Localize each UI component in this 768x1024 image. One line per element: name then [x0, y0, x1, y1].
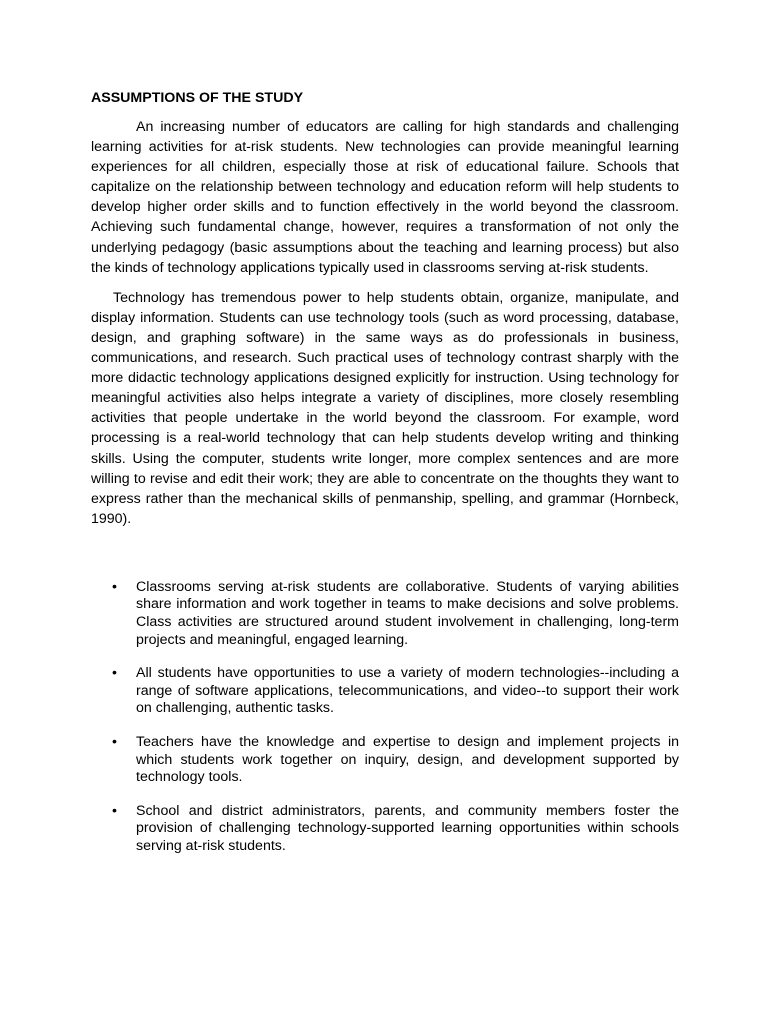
bullet-icon: •: [112, 802, 117, 819]
assumptions-list: [91, 579, 679, 856]
list-item-text: All students have opportunities to use a variety of modern technologies--including a range of software applications, telecommunications, and video--to support their work on challenging, authentic tasks.: [136, 665, 679, 717]
list-item: [91, 734, 679, 787]
section-heading: ASSUMPTIONS OF THE STUDY: [91, 90, 304, 106]
list-item-text: Classrooms serving at-risk students are collaborative. Students of varying abilities share information and work together in teams to make decisions and solve problems. Class activities are structured around student involvement in challenging, long-term projects and meaningful, engaged learning.: [136, 578, 679, 648]
bullet-icon: •: [112, 734, 117, 751]
list-item-text: School and district administrators, parents, and community members foster the provision of challenging technology-supported learning opportunities within schools serving at-risk students.: [136, 802, 679, 854]
list-item: [91, 665, 679, 718]
list-item: [91, 803, 679, 856]
document-page: [91, 88, 679, 872]
list-item-text: Teachers have the knowledge and expertise to design and implement projects in which students work together on inquiry, design, and development supported by technology tools.: [136, 734, 679, 786]
bullet-icon: •: [112, 578, 117, 595]
bullet-icon: •: [112, 665, 117, 682]
list-item: [91, 579, 679, 649]
body-paragraph-2: Technology has tremendous power to help students obtain, organize, manipulate, and display information. Students can use technology tools (such as word processing, database, design, and graphing software) in the same ways as do professionals in business, communications, and research. Such practical uses of technology contrast sharply with the more didactic technology applications designed explicitly for instruction. Using technology for meaningful activities also helps integrate a variety of disciplines, more closely resembling activities that people undertake in the world beyond the classroom. For example, word processing is a real-world technology that can help students develop writing and thinking skills. Using the computer, students write longer, more complex sentences and are more willing to revise and edit their work; they are able to concentrate on the thoughts they want to express rather than the mechanical skills of penmanship, spelling, and grammar (Hornbeck, 1990).: [91, 289, 679, 527]
body-paragraph-1: An increasing number of educators are calling for high standards and challenging learning activities for at-risk students. New technologies can provide meaningful learning experiences for all children, especially those at risk of educational failure. Schools that capitalize on the relationship between technology and education reform will help students to develop higher order skills and to function effectively in the world beyond the classroom. Achieving such fundamental change, however, requires a transformation of not only the underlying pedagogy (basic assumptions about the teaching and learning process) but also the kinds of technology applications typically used in classrooms serving at-risk students.: [91, 119, 679, 276]
